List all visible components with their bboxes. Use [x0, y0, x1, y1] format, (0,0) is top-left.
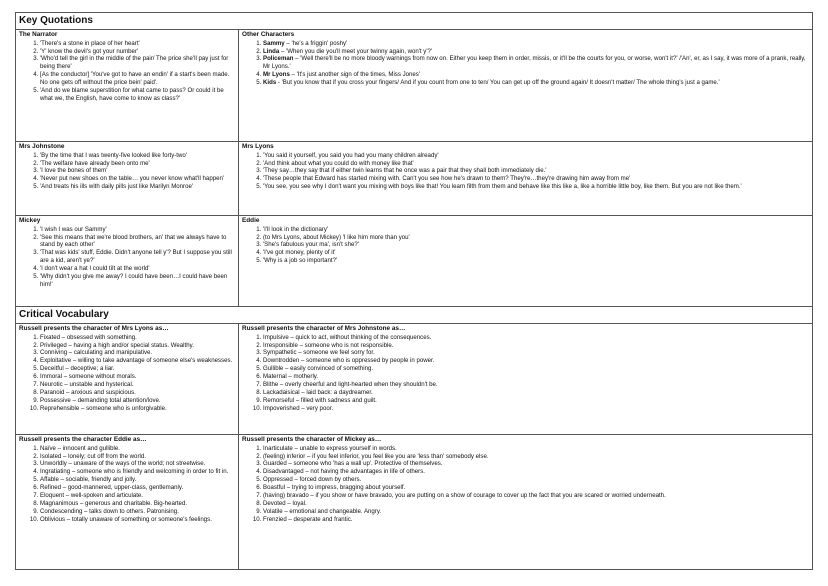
mrs-lyons-quotes-heading: Mrs Lyons: [242, 143, 274, 150]
narrator-list: [19, 40, 235, 103]
mrs-johnstone-vocab-list: [242, 334, 809, 413]
list-item: 2. Privileged – having a high and/or special status. Wealthy.: [40, 342, 235, 350]
list-item: [263, 55, 809, 71]
eddie-quotes-list: [242, 226, 809, 266]
list-item: 7. Blithe – overly cheerful and light-hearted when they shouldn't be.: [263, 381, 809, 389]
list-item: 1. Fixated – obsessed with something.: [40, 334, 235, 342]
list-item: [263, 79, 809, 87]
other-characters-cell: [239, 30, 813, 142]
mickey-quotes-heading: Mickey: [19, 217, 41, 224]
list-item: 10. Impoverished – very poor.: [263, 405, 809, 413]
quote-text: – 'When you die you'll meet your twinny again, won't y'?': [279, 47, 433, 55]
list-item: 1. 'I wish I was our Sammy': [40, 226, 235, 234]
list-item: 4. Downtrodden – someone who is oppressed by people in power.: [263, 357, 809, 365]
eddie-quotes-cell: [239, 216, 813, 307]
list-item: 3. Guarded – someone who 'has a wall up'. Protective of themselves.: [263, 460, 809, 468]
list-item: 10. Oblivious – totally unaware of something or someone's feelings.: [40, 516, 235, 524]
list-item: 2. 'See this means that we're blood brothers, an' that we always have to stand by each other': [40, 234, 235, 250]
list-item: 2. 'The welfare have already been onto me': [40, 160, 235, 168]
list-item: 5. 'And treats his ills with daily pills just like Marilyn Monroe': [40, 183, 235, 191]
list-item: 6. Boastful – trying to impress, bragging about yourself.: [263, 484, 809, 492]
mickey-vocab-heading: Russell presents the character of Mickey as…: [242, 436, 382, 443]
list-item: 9. Condescending – talks down to others. Patronising.: [40, 508, 235, 516]
list-item: 3. 'She's fabulous your ma', isn't she?': [263, 241, 809, 249]
list-item: 5. 'Why is a job so important?': [263, 257, 809, 265]
character-name: Kids: [263, 79, 277, 87]
list-item: 4. 'I don't wear a hat I could tilt at the world': [40, 265, 235, 273]
list-item: 1. Inarticulate – unable to express yourself in words.: [263, 445, 809, 453]
list-item: 9. Possessive – demanding total attention/love.: [40, 397, 235, 405]
list-item: 6. Refined – good-mannered, upper-class, gentlemanly.: [40, 484, 235, 492]
list-item: 3. Sympathetic – someone we feel sorry for.: [263, 349, 809, 357]
list-item: 4. [As the conductor] 'You've got to have an endin' if a start's been made. No one gets off without the price bein' paid'.: [40, 71, 235, 87]
list-item: [263, 71, 809, 79]
mrs-lyons-vocab-list: [19, 334, 235, 413]
list-item: 8. Devoted – loyal.: [263, 500, 809, 508]
character-name: Sammy: [263, 39, 285, 47]
character-name: Policeman: [263, 55, 294, 63]
list-item: 1. 'You said it yourself, you said you had you many children already': [263, 152, 809, 160]
list-item: 6. Maternal – motherly.: [263, 373, 809, 381]
list-item: 3. 'Who'd tell the girl in the middle of the pair/ The price she'll pay just for being there': [40, 55, 235, 71]
list-item: 8. Paranoid – anxious and suspicious.: [40, 389, 235, 397]
quote-text: – 'he's a friggin' poshy': [284, 39, 348, 47]
list-item: 7. Eloquent – well-spoken and articulate.: [40, 492, 235, 500]
mrs-johnstone-vocab-cell: [239, 324, 813, 435]
list-item: 1. 'There's a stone in place of her heart': [40, 40, 235, 48]
list-item: 1. 'I'll look in the dictionary': [263, 226, 809, 234]
list-item: 2. 'And think about what you could do with money like that': [263, 160, 809, 168]
list-item: 6. Immoral – someone without morals.: [40, 373, 235, 381]
list-item: 2. Isolated – lonely; cut off from the world.: [40, 453, 235, 461]
list-item: 2. 'Y' know the devil's got your number': [40, 48, 235, 56]
key-quotations-title: Key Quotations: [16, 13, 813, 30]
list-item: 7. Neurotic – unstable and hysterical.: [40, 381, 235, 389]
list-item: 2. (to Mrs Lyons, about Mickey) 'I like him more than you': [263, 234, 809, 242]
list-item: 5. Oppressed – forced down by others.: [263, 476, 809, 484]
eddie-vocab-list: [19, 445, 235, 524]
list-item: 2. (feeling) inferior – if you feel inferior, you feel like you are 'less than' somebody else.: [263, 453, 809, 461]
list-item: 4. 'I've got money, plenty of it': [263, 249, 809, 257]
other-characters-heading: Other Characters: [242, 31, 295, 38]
revision-table: [15, 12, 813, 570]
mrs-johnstone-quotes-cell: [16, 142, 239, 216]
list-item: 4. Disadvantaged – not having the advantages in life of others.: [263, 468, 809, 476]
list-item: 5. Affable – sociable, friendly and jolly.: [40, 476, 235, 484]
narrator-heading: The Narrator: [19, 31, 58, 38]
quote-text: – 'Well there'll be no more bloody warnings from now on. Either you keep them in order, missis, or it'll be the courts for you, or worse, won't it?' /'An', er, as I say, it was more of a prank, really, Mr Lyons.': [263, 55, 806, 71]
list-item: 3. 'I love the bones of them': [40, 167, 235, 175]
list-item: 4. Ingratiating – someone who is friendly and welcoming in order to fit in.: [40, 468, 235, 476]
list-item: 5. Gullible – easily convinced of something.: [263, 365, 809, 373]
list-item: 10. Reprehensible – someone who is unforgivable.: [40, 405, 235, 413]
list-item: 4. Exploitative – willing to take advantage of someone else's weaknesses.: [40, 357, 235, 365]
list-item: 5. 'And do we blame superstition for what came to pass? Or could it be what we, the English, have come to know as class?': [40, 87, 235, 103]
eddie-vocab-heading: Russell presents the character Eddie as…: [19, 436, 147, 443]
mrs-johnstone-quotes-heading: Mrs Johnstone: [19, 143, 65, 150]
list-item: 8. Lackadaisical – laid back: a daydreamer.: [263, 389, 809, 397]
list-item: 3. Conniving – calculating and manipulative.: [40, 349, 235, 357]
list-item: 4. 'These people that Edward has started mixing with. Can't you see how he's drawn to them? They're…they're drawing him away from me': [263, 175, 809, 183]
eddie-vocab-cell: [16, 435, 239, 570]
mrs-lyons-vocab-cell: [16, 324, 239, 435]
list-item: [263, 40, 809, 48]
list-item: 5. 'You see, you see why I don't want you mixing with boys like that! You learn filth from them and behave like this like a, like a horrible little boy, like them. But you are not like them.': [263, 183, 809, 191]
list-item: 1. Impulsive – quick to act, without thinking of the consequences.: [263, 334, 809, 342]
list-item: 9. Volatile – emotional and changeable. Angry.: [263, 508, 809, 516]
quote-text: - 'But you know that if you cross your fingers/ And if you count from one to ten/ You can get up off the ground again/ It doesn't matter/ The whole thing's just a game.': [276, 79, 720, 87]
mrs-lyons-quotes-list: [242, 152, 809, 192]
list-item: 1. Naïve – innocent and gullible.: [40, 445, 235, 453]
list-item: 4. 'Never put new shoes on the table… you never know what'll happen': [40, 175, 235, 183]
mickey-quotes-cell: [16, 216, 239, 307]
list-item: 5. 'Why didn't you give me away? I could have been…I could have been him!': [40, 273, 235, 289]
list-item: [263, 48, 809, 56]
mrs-lyons-quotes-cell: [239, 142, 813, 216]
character-name: Mr Lyons: [263, 71, 290, 79]
list-item: 5. Deceitful – deceptive; a liar.: [40, 365, 235, 373]
list-item: 8. Magnanimous – generous and charitable. Big-hearted.: [40, 500, 235, 508]
mickey-vocab-list: [242, 445, 809, 524]
list-item: 10. Frenzied – desperate and frantic.: [263, 516, 809, 524]
character-name: Linda: [263, 47, 280, 55]
list-item: 7. (having) bravado – if you show or have bravado, you are putting on a show of courage to cover up the fact that you are scared or worried underneath.: [263, 492, 809, 500]
list-item: 3. 'They say…they say that if either twin learns that he once was a pair that they shall both immediately die.': [263, 167, 809, 175]
list-item: 9. Remorseful – filled with sadness and guilt.: [263, 397, 809, 405]
mrs-johnstone-quotes-list: [19, 152, 235, 192]
list-item: 3. 'That was kids' stuff, Eddie. Didn't anyone tell y'? But I suppose you still are a kid, aren't ye?': [40, 249, 235, 265]
critical-vocabulary-title: Critical Vocabulary: [16, 307, 813, 324]
mickey-vocab-cell: [239, 435, 813, 570]
mickey-quotes-list: [19, 226, 235, 289]
mrs-lyons-vocab-heading: Russell presents the character of Mrs Lyons as…: [19, 325, 169, 332]
list-item: 3. Unworldly – unaware of the ways of the world; not streetwise.: [40, 460, 235, 468]
mrs-johnstone-vocab-heading: Russell presents the character of Mrs Johnstone as…: [242, 325, 406, 332]
list-item: 2. Irresponsible – someone who is not responsible.: [263, 342, 809, 350]
narrator-cell: [16, 30, 239, 142]
eddie-quotes-heading: Eddie: [242, 217, 260, 224]
other-characters-list: [242, 40, 809, 87]
list-item: 1. 'By the time that I was twenty-five looked like forty-two': [40, 152, 235, 160]
revision-sheet: [15, 12, 813, 570]
quote-text: – 'It's just another sign of the times, Miss Jones': [289, 71, 421, 79]
